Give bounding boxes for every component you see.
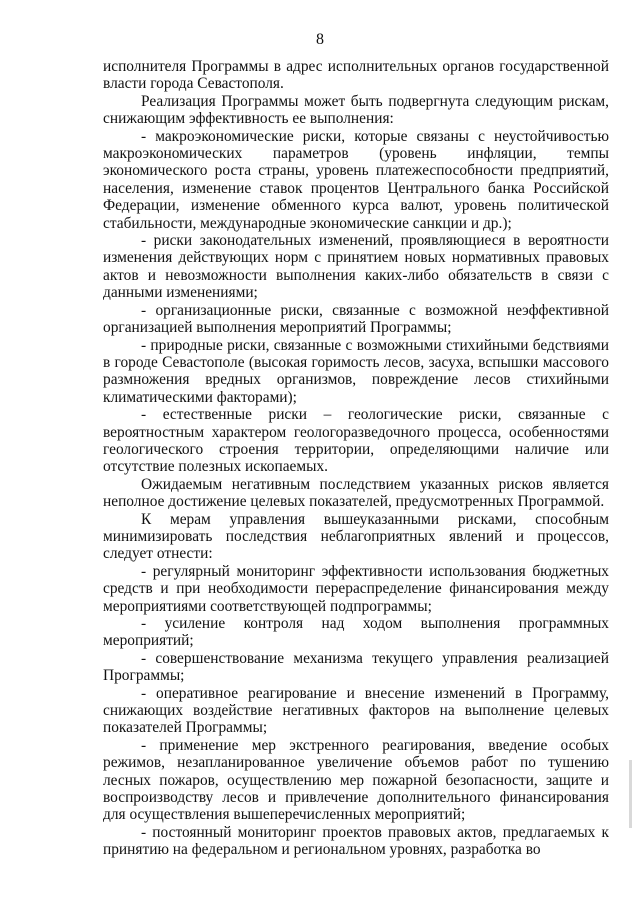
paragraph-expected-consequences: Ожидаемым негативным последствием указанных рисков является неполное достижение целевых показателей, предусмотренных Программой. [103, 475, 609, 511]
list-item-natural-risks: - природные риски, связанные с возможными стихийными бедствиями в городе Севастополе (высокая горимость лесов, засуха, вспышки массового размножения вредных организмов, повреждение лесов стихийными климатическими факторами); [103, 336, 609, 406]
list-item-management-improvement: - совершенствование механизма текущего управления реализацией Программы; [103, 649, 609, 685]
list-item-legislative-risks: - риски законодательных изменений, проявляющиеся в вероятности изменения действующих норм с принятием новых нормативных правовых актов и невозможности выполнения каких-либо обязательств в связи с данными изменениями; [103, 232, 609, 302]
list-item-budget-monitoring: - регулярный мониторинг эффективности использования бюджетных средств и при необходимости перераспределение финансирования между мероприятиями соответствующей подпрограммы; [103, 562, 609, 615]
list-item-macroeconomic-risks: - макроэкономические риски, которые связаны с неустойчивостью макроэкономических параметров (уровень инфляции, темпы экономического роста страны, уровень платежеспособности предприятий, населения, изменение ставок процентов Центрального банка Российской Федерации, изменение обменного курса валют, уровень политической стабильности, международные экономические санкции и др.); [103, 127, 609, 232]
list-item-operational-response: - оперативное реагирование и внесение изменений в Программу, снижающих воздействие негативных факторов на выполнение целевых показателей Программы; [103, 684, 609, 737]
list-item-geological-risks: - естественные риски – геологические риски, связанные с вероятностным характером геологоразведочного процесса, особенностями геологического строения территории, определяющими наличие или отсутствие полезных ископаемых. [103, 406, 609, 476]
list-item-control: - усиление контроля над ходом выполнения программных мероприятий; [103, 615, 609, 650]
paragraph-risks-intro: Реализация Программы может быть подвергнута следующим рискам, снижающим эффективность ее выполнения: [103, 92, 609, 128]
page-number: 8 [316, 31, 324, 48]
list-item-emergency-measures: - применение мер экстренного реагирования, введение особых режимов, незапланированное увеличение объемов работ по тушению лесных пожаров, осуществлению мер пожарной безопасности, защите и воспроизводству лесов и привлечение дополнительного финансирования для осуществления вышеперечисленных мероприятий; [103, 736, 609, 824]
scan-edge-mark [629, 760, 632, 828]
list-item-organizational-risks: - организационные риски, связанные с возможной неэффективной организацией выполнения мероприятий Программы; [103, 301, 609, 337]
list-item-legal-monitoring: - постоянный мониторинг проектов правовых актов, предлагаемых к принятию на федеральном и региональном уровнях, разработка во [103, 823, 609, 859]
document-body [103, 58, 609, 859]
paragraph-risk-management-intro: К мерам управления вышеуказанными рисками, способным минимизировать последствия неблагоприятных явлений и процессов, следует отнести: [103, 510, 609, 563]
paragraph-continuation: исполнителя Программы в адрес исполнительных органов государственной власти города Севастополя. [103, 58, 609, 93]
